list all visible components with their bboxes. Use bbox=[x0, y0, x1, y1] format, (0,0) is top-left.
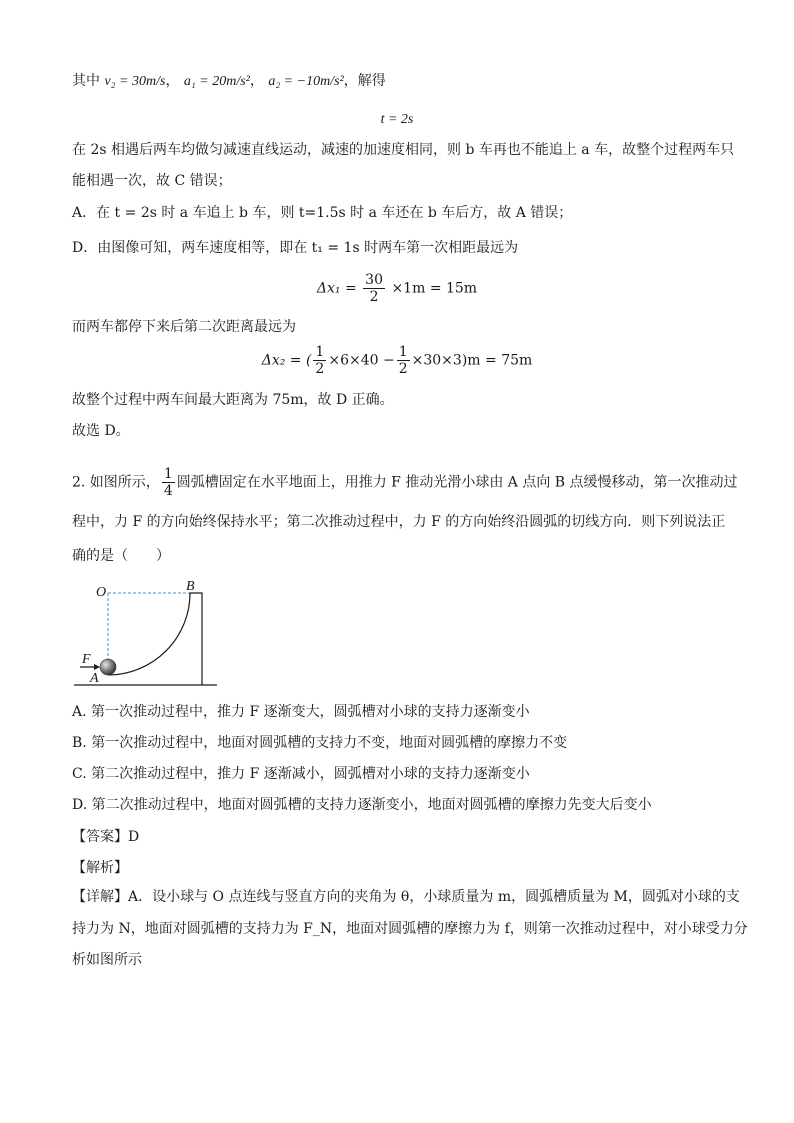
label-b: B bbox=[186, 579, 195, 594]
question2-stem-line1 bbox=[72, 466, 738, 499]
label-o: O bbox=[96, 585, 107, 600]
question-number: 2. 如图所示， bbox=[72, 474, 160, 491]
detail-line1: 【详解】A．设小球与 O 点连线与竖直方向的夹角为 θ，小球质量为 m，圆弧槽质量为 M，圆弧对小球的支 bbox=[72, 889, 740, 905]
a1-value: a₁ = 20m/s² bbox=[183, 74, 250, 89]
label-a: A bbox=[90, 671, 99, 686]
eq1-denominator: 2 bbox=[369, 289, 379, 305]
ball bbox=[100, 659, 116, 675]
option-b: B. 第一次推动过程中，地面对圆弧槽的支持力不变，地面对圆弧槽的摩擦力不变 bbox=[72, 735, 568, 751]
quarter-den: 4 bbox=[163, 483, 173, 499]
arc-groove-figure bbox=[72, 574, 222, 690]
eq2-lhs: Δx₂ = ( bbox=[261, 352, 312, 369]
analysis-label: 【解析】 bbox=[72, 860, 128, 876]
option-a-analysis: A．在 t = 2s 时 a 车追上 b 车，则 t=1.5s 时 a 车还在 b 车后方，故 A 错误； bbox=[72, 205, 573, 221]
eq1-lhs: Δx₁ = bbox=[316, 280, 357, 297]
solution-values-line: 其中 v₂ = 30m/s， a₁ = 20m/s²， a₂ = −10m/s²，解得 bbox=[72, 73, 386, 89]
arc-groove bbox=[108, 593, 202, 685]
eq2-part1: ×6×40 − bbox=[328, 352, 395, 369]
paragraph-meet-line2: 能相遇一次，故 C 错误； bbox=[72, 173, 232, 189]
eq2-frac1-num: 1 bbox=[315, 344, 325, 360]
option-d: D. 第二次推动过程中，地面对圆弧槽的支持力逐渐变小，地面对圆弧槽的摩擦力先变大后变小 bbox=[72, 797, 652, 813]
answer-line bbox=[72, 827, 139, 847]
eq1-numerator: 30 bbox=[365, 272, 383, 288]
text-suffix: ，解得 bbox=[343, 73, 386, 89]
option-a: A. 第一次推动过程中，推力 F 逐渐变大，圆弧槽对小球的支持力逐渐变小 bbox=[72, 704, 530, 720]
eq2-fraction-1 bbox=[313, 344, 326, 377]
option-c: C. 第二次推动过程中，推力 F 逐渐减小，圆弧槽对小球的支持力逐渐变小 bbox=[72, 766, 530, 782]
eq1-rhs: ×1m = 15m bbox=[391, 280, 478, 297]
paragraph-meet-line1: 在 2s 相遇后两车均做匀减速直线运动，减速的加速度相同，则 b 车再也不能追上 a 车，故整个过程两车只 bbox=[72, 142, 735, 158]
eq2-fraction-2 bbox=[397, 344, 410, 377]
eq2-part2: ×30×3)m = 75m bbox=[411, 352, 533, 369]
equation-t bbox=[0, 109, 794, 130]
answer-label: 【答案】 bbox=[72, 829, 128, 845]
equation-delta-x2 bbox=[0, 344, 794, 377]
answer-value: D bbox=[128, 829, 140, 845]
quarter-fraction bbox=[162, 466, 175, 499]
eq2-frac2-den: 2 bbox=[398, 361, 408, 377]
question2-stem-line3: 确的是（ ） bbox=[72, 548, 170, 564]
v2-value: v₂ = 30m/s bbox=[104, 74, 166, 89]
detail-line2: 持力为 N，地面对圆弧槽的支持力为 F_N，地面对圆弧槽的摩擦力为 f，则第一次推动过程中，对小球受力分 bbox=[72, 921, 748, 937]
eq2-frac2-num: 1 bbox=[398, 344, 408, 360]
quarter-num: 1 bbox=[163, 466, 173, 482]
paragraph-second-distance: 而两车都停下来后第二次距离最远为 bbox=[72, 319, 296, 335]
a2-value: a₂ = −10m/s² bbox=[268, 74, 344, 89]
conclusion-line: 故整个过程中两车间最大距离为 75m，故 D 正确。 bbox=[72, 392, 394, 408]
option-d-analysis: D．由图像可知，两车速度相等，即在 t₁ = 1s 时两车第一次相距最远为 bbox=[72, 240, 519, 256]
question2-stem-line2: 程中，力 F 的方向始终保持水平；第二次推动过程中，力 F 的方向始终沿圆弧的切线方向．则下列说法正 bbox=[72, 514, 726, 530]
eq2-frac1-den: 2 bbox=[315, 361, 325, 377]
label-f: F bbox=[82, 652, 91, 667]
stem-line1-text: 圆弧槽固定在水平地面上，用推力 F 推动光滑小球由 A 点向 B 点缓慢移动，第一次推动过 bbox=[176, 474, 738, 491]
choose-line: 故选 D。 bbox=[72, 423, 130, 439]
equation-t-text: t = 2s bbox=[380, 112, 414, 127]
text-prefix: 其中 bbox=[72, 73, 100, 89]
equation-delta-x1 bbox=[0, 272, 794, 305]
eq1-fraction bbox=[363, 272, 385, 305]
detail-line3: 析如图所示 bbox=[72, 952, 142, 968]
